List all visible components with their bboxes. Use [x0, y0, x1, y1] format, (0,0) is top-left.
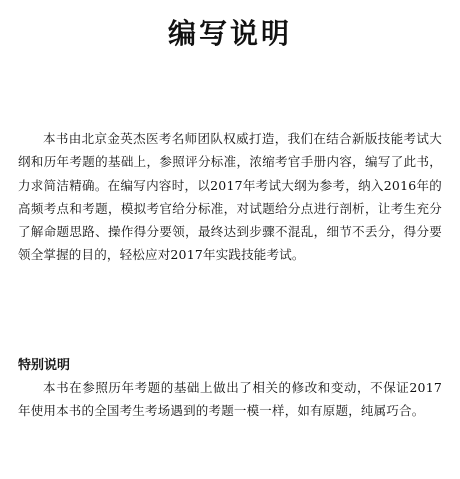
page-title: 编写说明	[167, 17, 292, 50]
intro-paragraph: 本书由北京金英杰医考名师团队权威打造，我们在结合新版技能考试大纲和历年考题的基础上，参照评分标准，浓缩考官手册内容，编写了此书，力求简洁精确。在编写内容时，以2017年考试大纲为参考，纳入2016年的高频考点和考题，模拟考官给分标准，对试题给分点进行剖析，让考生充分了解命题思路、操作得分要领，最终达到步骤不混乱，细节不丢分，得分要领全掌握的目的，轻松应对2017年实践技能考试。	[18, 131, 442, 263]
special-note-heading: 特别说明	[18, 358, 71, 373]
special-note-paragraph: 本书在参照历年考题的基础上做出了相关的修改和变动，不保证2017年使用本书的全国考生考场遇到的考题一模一样，如有原题，纯属巧合。	[18, 380, 442, 419]
